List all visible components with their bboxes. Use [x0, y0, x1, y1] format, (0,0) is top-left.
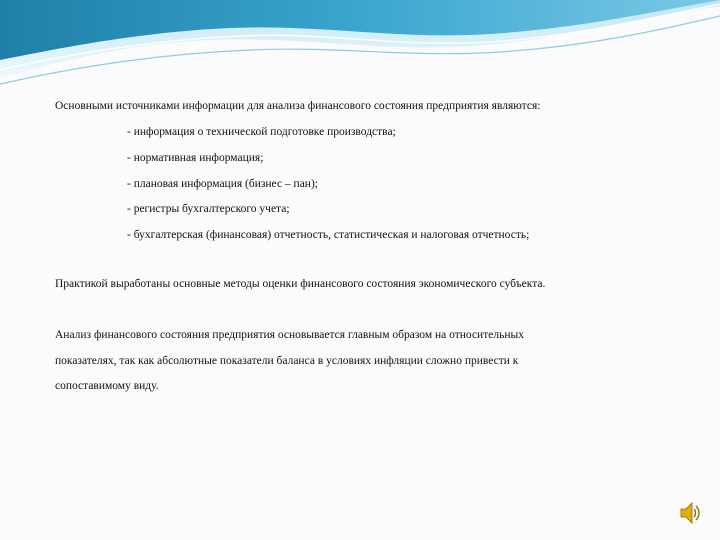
list-item: - информация о технической подготовке производства;: [127, 126, 396, 138]
intro-text: Основными источниками информации для анализа финансового состояния предприятия являются:: [55, 100, 541, 112]
paragraph-analysis-line: показателях, так как абсолютные показатели баланса в условиях инфляции сложно привести к: [55, 355, 519, 367]
list-item: - плановая информация (бизнес – пан);: [127, 178, 318, 190]
list-item: - регистры бухгалтерского учета;: [127, 203, 290, 215]
list-item: - нормативная информация;: [127, 152, 264, 164]
paragraph-methods: Практикой выработаны основные методы оценки финансового состояния экономического субъекта.: [55, 278, 546, 290]
speaker-icon[interactable]: [679, 500, 701, 526]
paragraph-analysis-line: Анализ финансового состояния предприятия основывается главным образом на относительных: [55, 329, 524, 341]
list-item: - бухгалтерская (финансовая) отчетность, статистическая и налоговая отчетность;: [127, 229, 530, 241]
header-wave-decoration: [0, 0, 720, 95]
paragraph-analysis-line: сопоставимому виду.: [55, 380, 159, 392]
